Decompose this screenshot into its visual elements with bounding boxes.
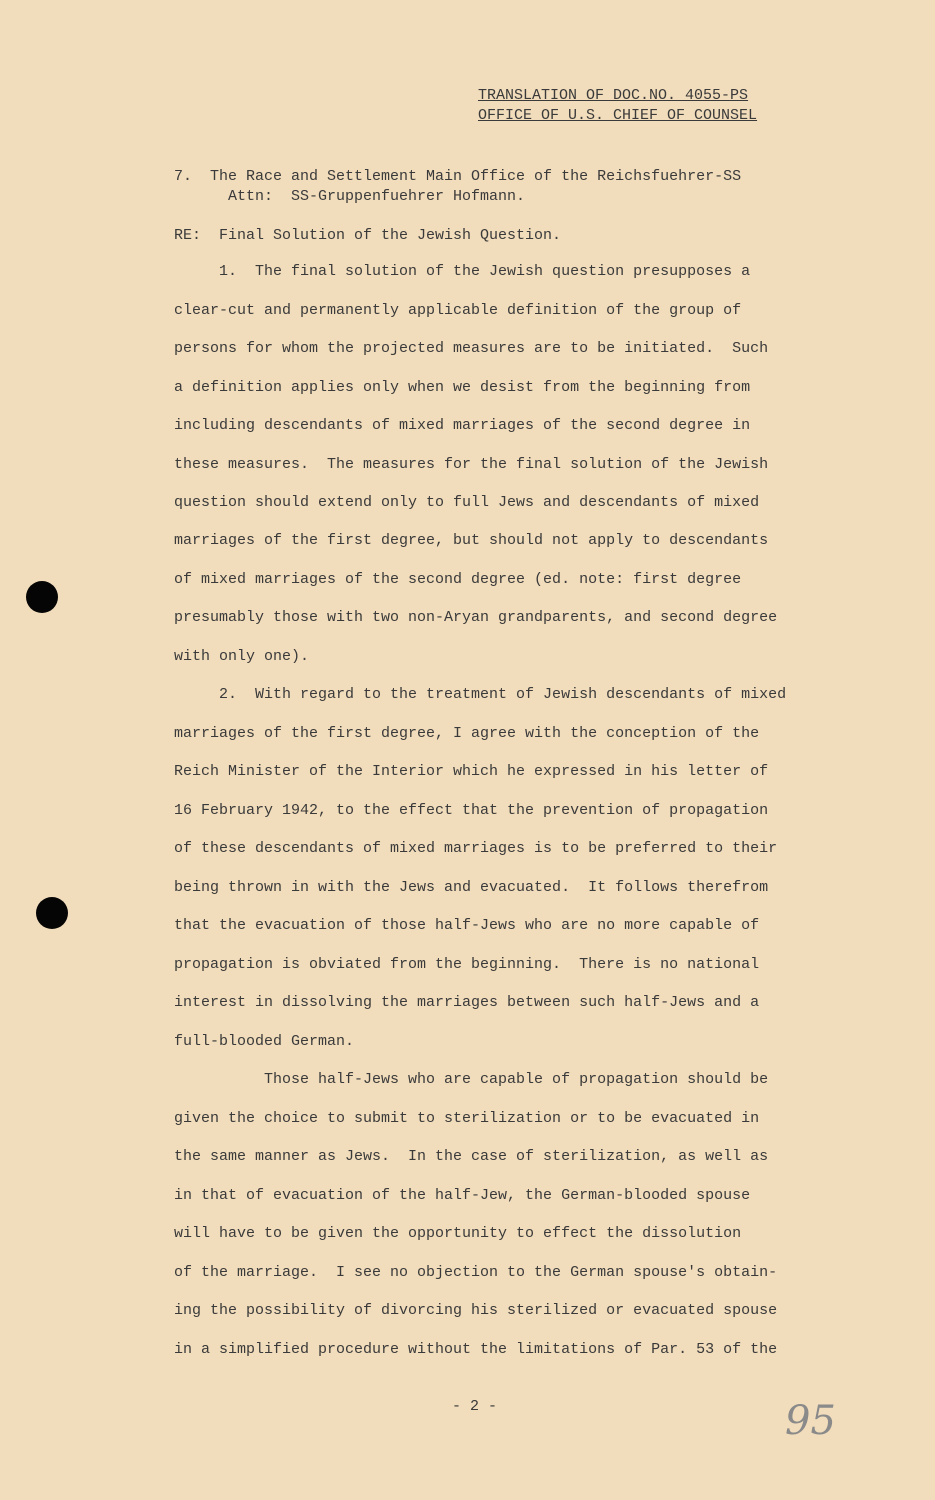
header-doc-number: TRANSLATION OF DOC.NO. 4055-PS (478, 87, 749, 104)
attention-line: Attn: SS-Gruppenfuehrer Hofmann. (228, 188, 526, 205)
body-line: with only one). (174, 648, 310, 665)
body-line: 2. With regard to the treatment of Jewish descendants of mixed (174, 686, 787, 703)
body-line: will have to be given the opportunity to effect the dissolution (174, 1225, 742, 1242)
body-line: a definition applies only when we desist from the beginning from (174, 379, 751, 396)
body-line: presumably those with two non-Aryan grandparents, and second degree (174, 609, 778, 626)
body-line: these measures. The measures for the final solution of the Jewish (174, 456, 769, 473)
body-line: question should extend only to full Jews and descendants of mixed (174, 494, 760, 511)
punch-hole (36, 897, 68, 929)
body-line: persons for whom the projected measures are to be initiated. Such (174, 340, 769, 357)
body-line: of the marriage. I see no objection to the German spouse's obtain- (174, 1264, 778, 1281)
body-line: ing the possibility of divorcing his sterilized or evacuated spouse (174, 1302, 778, 1319)
page-number: - 2 - (452, 1398, 498, 1415)
subject-line: RE: Final Solution of the Jewish Question. (174, 227, 562, 244)
body-line: propagation is obviated from the beginning. There is no national (174, 956, 760, 973)
translation-header (478, 86, 757, 126)
body-line: marriages of the first degree, but should not apply to descendants (174, 532, 769, 549)
punch-hole (26, 581, 58, 613)
body-line: given the choice to submit to sterilization or to be evacuated in (174, 1110, 760, 1127)
handwritten-folio-number: 95 (785, 1398, 836, 1444)
body-line: Reich Minister of the Interior which he expressed in his letter of (174, 763, 769, 780)
body-line: of these descendants of mixed marriages is to be preferred to their (174, 840, 778, 857)
body-line: marriages of the first degree, I agree with the conception of the (174, 725, 760, 742)
body-line: the same manner as Jews. In the case of sterilization, as well as (174, 1148, 769, 1165)
header-office: OFFICE OF U.S. CHIEF OF COUNSEL (478, 107, 758, 124)
body-line: that the evacuation of those half-Jews who are no more capable of (174, 917, 760, 934)
body-line: 1. The final solution of the Jewish question presupposes a (174, 263, 751, 280)
body-line: 16 February 1942, to the effect that the prevention of propagation (174, 802, 769, 819)
body-line: including descendants of mixed marriages of the second degree in (174, 417, 751, 434)
body-line: Those half-Jews who are capable of propagation should be (174, 1071, 769, 1088)
body-line: in a simplified procedure without the limitations of Par. 53 of the (174, 1341, 778, 1358)
addressee-line: 7. The Race and Settlement Main Office of the Reichsfuehrer-SS (174, 168, 742, 185)
body-line: being thrown in with the Jews and evacuated. It follows therefrom (174, 879, 769, 896)
body-line: full-blooded German. (174, 1033, 355, 1050)
body-line: of mixed marriages of the second degree (ed. note: first degree (174, 571, 742, 588)
body-line: clear-cut and permanently applicable definition of the group of (174, 302, 742, 319)
body-line: interest in dissolving the marriages between such half-Jews and a (174, 994, 760, 1011)
body-line: in that of evacuation of the half-Jew, the German-blooded spouse (174, 1187, 751, 1204)
